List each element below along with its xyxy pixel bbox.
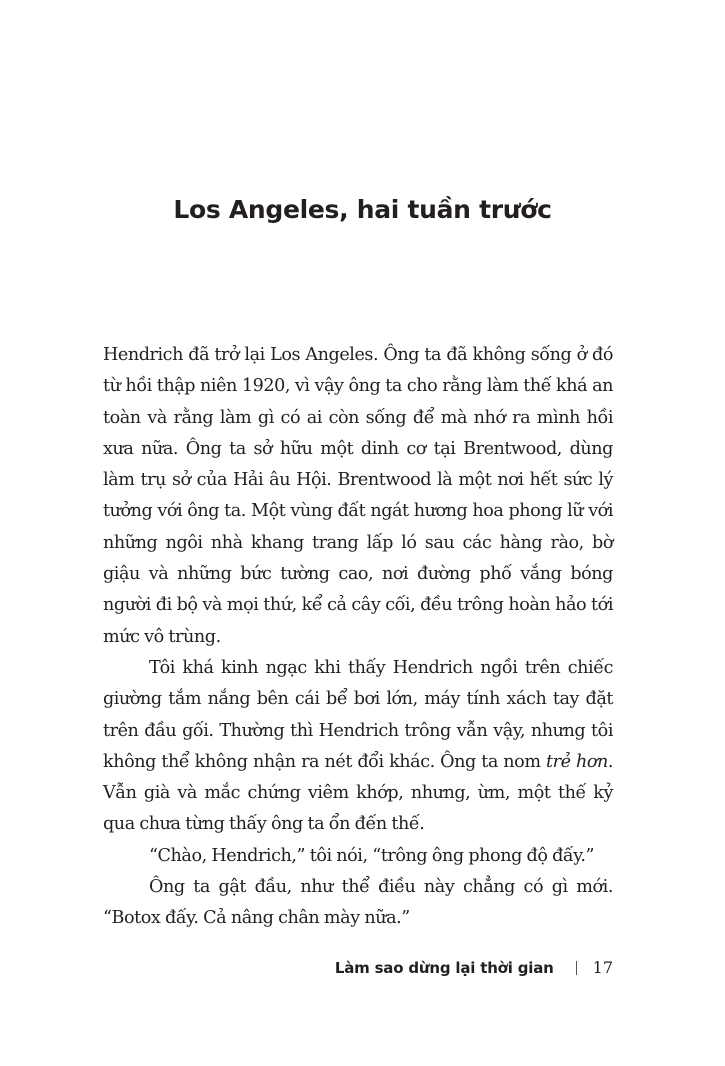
paragraph-2-part-1: Tôi khá kinh ngạc khi thấy Hendrich ngồi trên chiếc giường tắm nắng bên cái bể bơi lớn, máy tính xách tay đặt trên đầu gối. Thường thì Hendrich trông vẫn vậy, nhưng tôi không thể không nhận ra nét đổi khác. Ông ta nom [103,657,613,772]
paragraph-2-part-2: . Vẫn già và mắc chứng viêm khớp, nhưng, ừm, một thế kỷ qua chưa từng thấy ông ta ổn đến thế. [103,751,613,835]
running-book-title: Làm sao dừng lại thời gian [334,958,554,977]
paragraph-1: Hendrich đã trở lại Los Angeles. Ông ta đã không sống ở đó từ hồi thập niên 1920, vì vậy ông ta cho rằng làm thế khá an toàn và rằng làm gì có ai còn sống để mà nhớ ra mình hồi xưa nữa. Ông ta sở hữu một dinh cơ tại Brentwood, dùng làm trụ sở của Hải âu Hội. Brentwood là một nơi hết sức lý tưởng với ông ta. Một vùng đất ngát hương hoa phong lữ với những ngôi nhà khang trang lấp ló sau các hàng rào, bờ giậu và những bức tường cao, nơi đường phố vắng bóng người đi bộ và mọi thứ, kể cả cây cối, đều trông hoàn hảo tới mức vô trùng. [103,345,613,647]
page-footer [335,958,613,977]
paragraph-4: Ông ta gật đầu, như thể điều này chẳng có gì mới. “Botox đấy. Cả nâng chân mày nữa.” [103,877,613,929]
page-number: 17 [592,958,613,977]
chapter-title: Los Angeles, hai tuần trước [173,194,552,224]
footer-divider [576,961,577,975]
paragraph-2-italic: trẻ hơn [545,751,608,772]
paragraph-3: “Chào, Hendrich,” tôi nói, “trông ông phong độ đấy.” [149,845,595,866]
body-text [103,340,613,935]
paragraph-2 [103,653,613,841]
